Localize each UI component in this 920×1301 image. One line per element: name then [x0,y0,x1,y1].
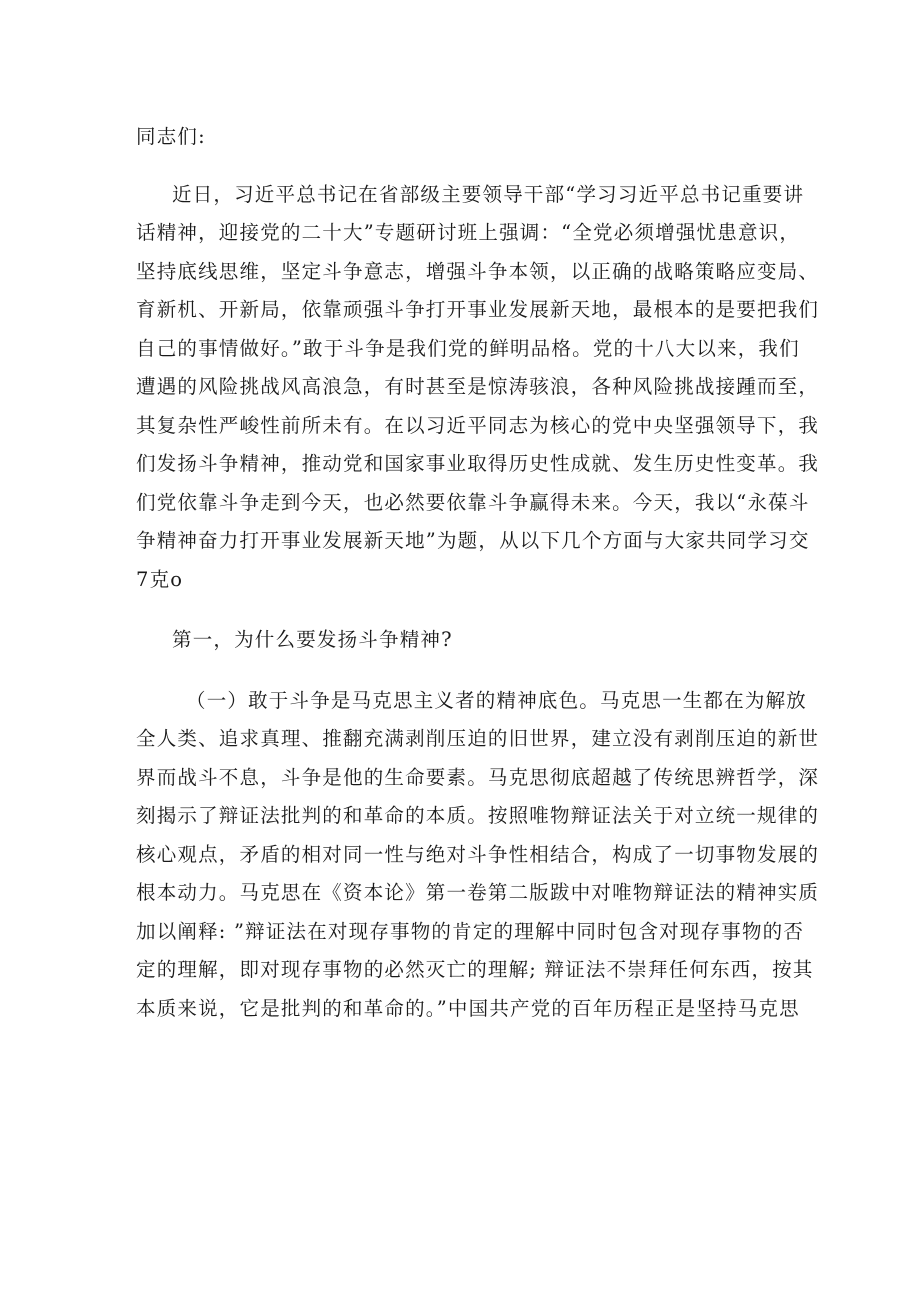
paragraph-line: 坚持底线思维，坚定斗争意志，增强斗争本领，以正确的战略策略应变局、 [136,259,820,283]
paragraph-line: 们发扬斗争精神，推动党和国家事业取得历史性成就、发生历史性变革。我 [136,452,820,475]
paragraph-section-1 [136,682,820,1029]
paragraph-opening [136,176,820,600]
paragraph-line: 界而战斗不息，斗争是他的生命要素。马克思彻底超越了传统思辨哲学，深 [136,765,820,789]
section-heading-text: 第一，为什么要发扬斗争精神? [172,628,453,651]
paragraph-line: （一）敢于斗争是马克思主义者的精神底色。马克思一生都在为解放 [186,688,808,712]
paragraph-line: 们党依靠斗争走到今天，也必然要依靠斗争赢得未来。今天，我以“永葆斗 [136,490,810,514]
paragraph-line: 话精神，迎接党的二十大”专题研讨班上强调：“全党必须增强忧患意识， [136,221,801,244]
paragraph-line: 定的理解，即对现存事物的必然灭亡的理解; 辩证法不崇拜任何东西，按其 [136,958,814,981]
paragraph-line: 遭遇的风险挑战风高浪急，有时甚至是惊涛骇浪，各种风险挑战接踵而至， [136,375,820,398]
paragraph-line: 育新机、开新局，依靠顽强斗争打开事业发展新天地，最根本的是要把我们 [136,298,820,321]
paragraph-line: 近日，习近平总书记在省部级主要领导干部“学习习近平总书记重要讲 [172,182,805,206]
paragraph-line: 加以阐释: ”辩证法在对现存事物的肯定的理解中同时包含对现存事物的否 [136,919,805,943]
greeting [136,118,796,157]
paragraph-line: 根本动力。马克思在《资本论》第一卷第二版跋中对唯物辩证法的精神实质 [136,881,820,904]
paragraph-line: 核心观点，矛盾的相对同一性与绝对斗争性相结合，构成了一切事物发展的 [136,842,820,866]
paragraph-line: 刻揭示了辩证法批判的和革命的本质。按照唯物辩证法关于对立统一规律的 [136,804,820,827]
paragraph-line: 争精神奋力打开事业发展新天地”为题，从以下几个方面与大家共同学习交 [136,529,810,552]
greeting-text: 同志们: [136,125,206,148]
paragraph-line: 自己的事情做好。”敢于斗争是我们党的鲜明品格。党的十八大以来，我们 [136,336,800,360]
paragraph-line: 7克o [136,567,184,591]
paragraph-line: 全人类、追求真理、推翻充满剥削压迫的旧世界，建立没有剥削压迫的新世 [136,727,820,750]
paragraph-line: 本质来说，它是批判的和革命的。”中国共产党的百年历程正是坚持马克思 [136,996,800,1020]
paragraph-line: 其复杂性严峻性前所未有。在以习近平同志为核心的党中央坚强领导下，我 [136,413,820,437]
section-heading [136,621,796,660]
document-body [136,118,820,1028]
